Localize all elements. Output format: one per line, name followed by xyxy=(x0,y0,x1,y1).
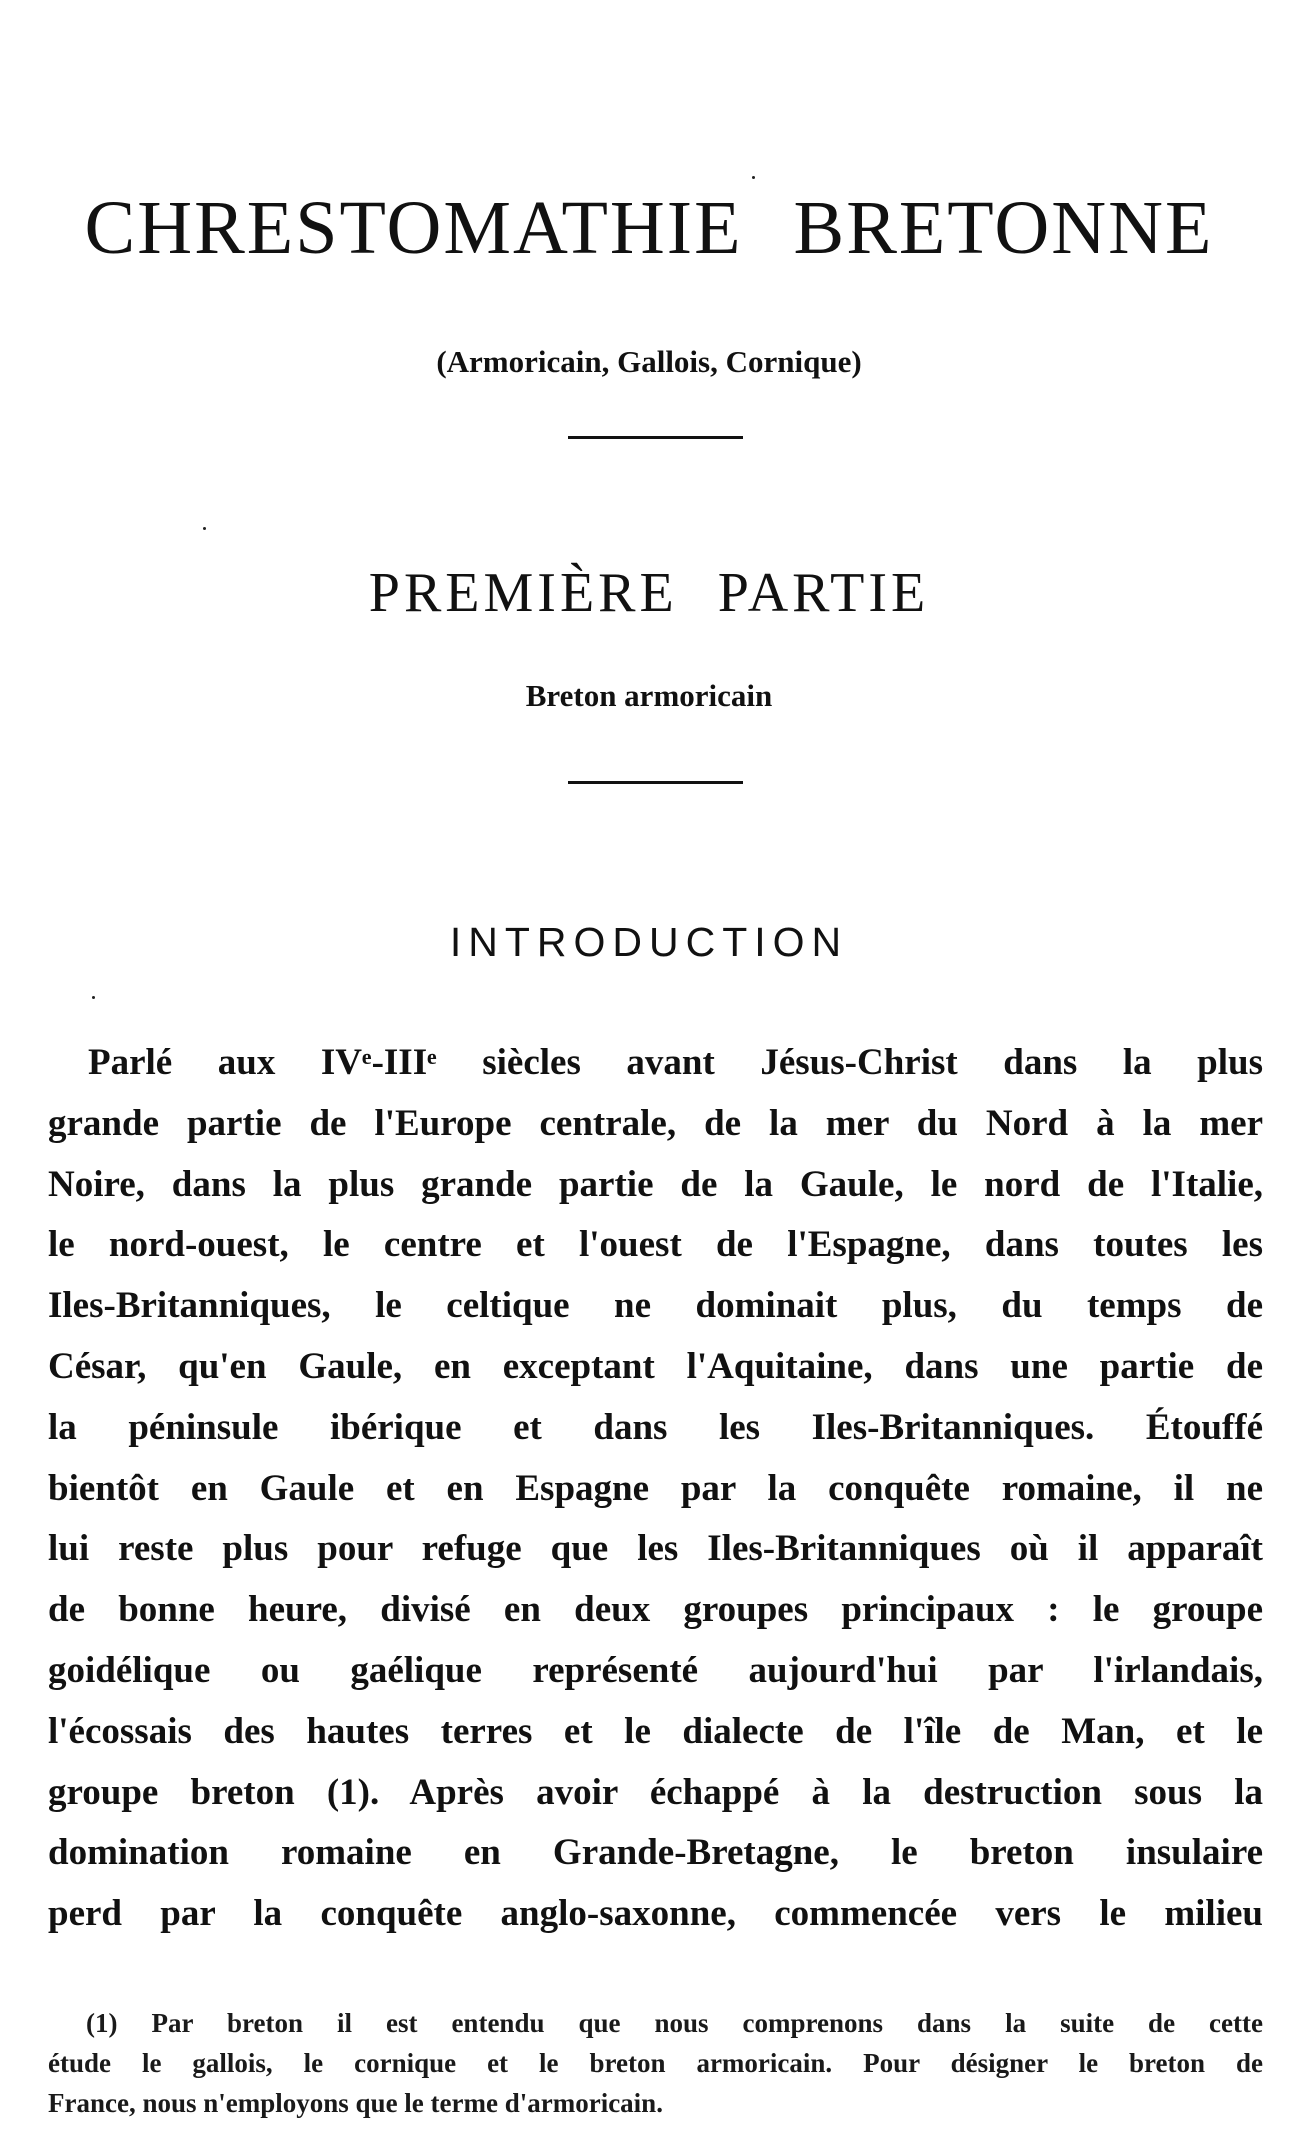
paragraph-line: de bonne heure, divisé en deux groupes principaux : le groupe xyxy=(48,1589,1263,1631)
paragraph-line: la péninsule ibérique et dans les Iles-Britanniques. Étouffé xyxy=(48,1406,1263,1448)
paragraph-line: domination romaine en Grande-Bretagne, le breton insulaire xyxy=(48,1832,1263,1874)
paragraph-line: le nord-ouest, le centre et l'ouest de l'Espagne, dans toutes les xyxy=(48,1224,1263,1266)
paragraph-line: Iles-Britanniques, le celtique ne dominait plus, du temps de xyxy=(48,1285,1263,1327)
paragraph-line: César, qu'en Gaule, en exceptant l'Aquitaine, dans une partie de xyxy=(48,1345,1263,1387)
footnote-line: (1) Par breton il est entendu que nous comprenons dans la suite de cette xyxy=(86,2008,1263,2038)
footnote-line: étude le gallois, le cornique et le breton armoricain. Pour désigner le breton de xyxy=(48,2048,1263,2078)
part-subtitle: Breton armoricain xyxy=(525,678,773,713)
divider-rule xyxy=(568,436,743,439)
print-speck xyxy=(203,527,206,530)
paragraph-line: bientôt en Gaule et en Espagne par la conquête romaine, il ne xyxy=(48,1467,1263,1509)
print-speck xyxy=(752,176,755,179)
section-title: INTRODUCTION xyxy=(449,919,849,965)
paragraph-line: groupe breton (1). Après avoir échappé à la destruction sous la xyxy=(48,1771,1263,1813)
print-speck xyxy=(92,996,95,999)
paragraph-line: perd par la conquête anglo-saxonne, commencée vers le milieu xyxy=(48,1893,1263,1935)
introduction-paragraph xyxy=(48,1033,1263,1945)
paragraph-line: lui reste plus pour refuge que les Iles-Britanniques où il apparaît xyxy=(48,1528,1263,1570)
paragraph-line: l'écossais des hautes terres et le dialecte de l'île de Man, et le xyxy=(48,1710,1263,1752)
part-title: PREMIÈRE PARTIE xyxy=(368,562,930,624)
paragraph-line: Parlé aux IVᵉ-IIIᵉ siècles avant Jésus-Christ dans la plus xyxy=(88,1042,1263,1083)
book-subtitle: (Armoricain, Gallois, Cornique) xyxy=(436,344,862,379)
divider-rule xyxy=(568,781,743,784)
paragraph-line: Noire, dans la plus grande partie de la Gaule, le nord de l'Italie, xyxy=(48,1163,1263,1205)
paragraph-line: grande partie de l'Europe centrale, de la mer du Nord à la mer xyxy=(48,1102,1263,1144)
footnote xyxy=(48,2003,1263,2123)
paragraph-line: goidélique ou gaélique représenté aujourd'hui par l'irlandais, xyxy=(48,1649,1263,1691)
book-title: CHRESTOMATHIE BRETONNE xyxy=(84,186,1214,270)
footnote-line: France, nous n'employons que le terme d'armoricain. xyxy=(48,2088,663,2118)
